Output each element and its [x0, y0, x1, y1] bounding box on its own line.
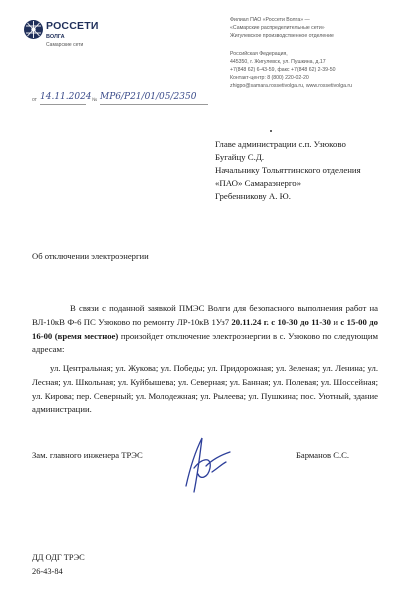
- addressee-line-4: «ПАО» Самараэнерго»: [215, 178, 302, 188]
- logo-region: Самарские сети: [46, 42, 84, 48]
- number-prefix: №: [92, 97, 98, 103]
- outgoing-number: МР6/Р21/01/05/2350: [100, 92, 197, 102]
- logo-subtitle: ВОЛГА: [46, 34, 65, 40]
- branch-line-6: 445350, г. Жигулевск, ул. Пушкина, д.17: [230, 59, 326, 65]
- body-text-1e: произойдет отключение электроэнергии в с. Узюково по следующим адресам:: [32, 330, 378, 355]
- outage-time-2: с 15-00 до 16-00 (время местное): [32, 316, 378, 341]
- body-paragraph-1: [32, 302, 378, 357]
- executor-dept: ДД ОДГ ТРЭС: [32, 553, 85, 562]
- body-paragraph-2: ул. Центральная; ул. Жукова; ул. Победы; ул. Придорожная; ул. Зеленая; ул. Ленина; ул. Лесная; ул. Школьная; ул. Куйбышева; ул. Северная; ул. Банная; ул. Полевая; ул. Шоссейная; ул. Кирова; пер. Северный; ул. Молодежная; ул. Рылеева; ул. Пушкина; пос. Уютный, здание администрации.: [32, 363, 378, 415]
- signatory-name: Барманов С.С.: [296, 450, 349, 460]
- branch-line-3: Жигулевское производственное отделение: [230, 33, 334, 39]
- branch-line-5: Российская Федерация,: [230, 51, 288, 57]
- branch-line-8: Контакт-центр: 8 (800) 220-02-20: [230, 75, 309, 81]
- ink-dot: [270, 130, 272, 132]
- addressee-line-3: Начальнику Тольяттинского отделения: [215, 165, 361, 175]
- handwritten-signature: [176, 428, 236, 500]
- addressee-line-2: Бугайцу С.Д.: [215, 152, 265, 162]
- date-underline: [40, 104, 86, 105]
- date-prefix: от: [32, 97, 37, 103]
- number-underline: [100, 104, 208, 105]
- outgoing-date: 14.11.2024: [40, 92, 92, 102]
- branch-line-1: Филиал ПАО «Россети Волга» —: [230, 17, 310, 23]
- addressee-line-1: Главе администрации с.п. Узюково: [215, 139, 346, 149]
- branch-line-9: zhigpo@samara.rossetivolga.ru, www.rossetivolga.ru: [230, 83, 353, 89]
- branch-line-7: +7(848 62) 6-43-59, факс +7(848 62) 2-39-50: [230, 67, 336, 73]
- letter-subject: Об отключении электроэнергии: [32, 251, 149, 261]
- executor-phone: 26-43-84: [32, 567, 63, 576]
- addressee-line-5: Гребенникову А. Ю.: [215, 191, 291, 201]
- body-text-1c: и: [330, 316, 341, 327]
- outage-time-1: 20.11.24 г. с 10-30 до 11-30: [231, 316, 331, 327]
- body-text-1a: В связи с поданной заявкой ПМЭС Волги для безопасного выполнения работ на ВЛ-10кВ Ф-6 ПС Узюково по ремонту ЛР-10кВ 1Уз7: [32, 303, 378, 327]
- signatory-position: Зам. главного инженера ТРЭС: [32, 450, 143, 460]
- rosseti-grid-icon: [23, 19, 44, 40]
- logo-name: РОССЕТИ: [46, 20, 99, 32]
- branch-line-2: «Самарские распределительные сети»: [230, 25, 325, 31]
